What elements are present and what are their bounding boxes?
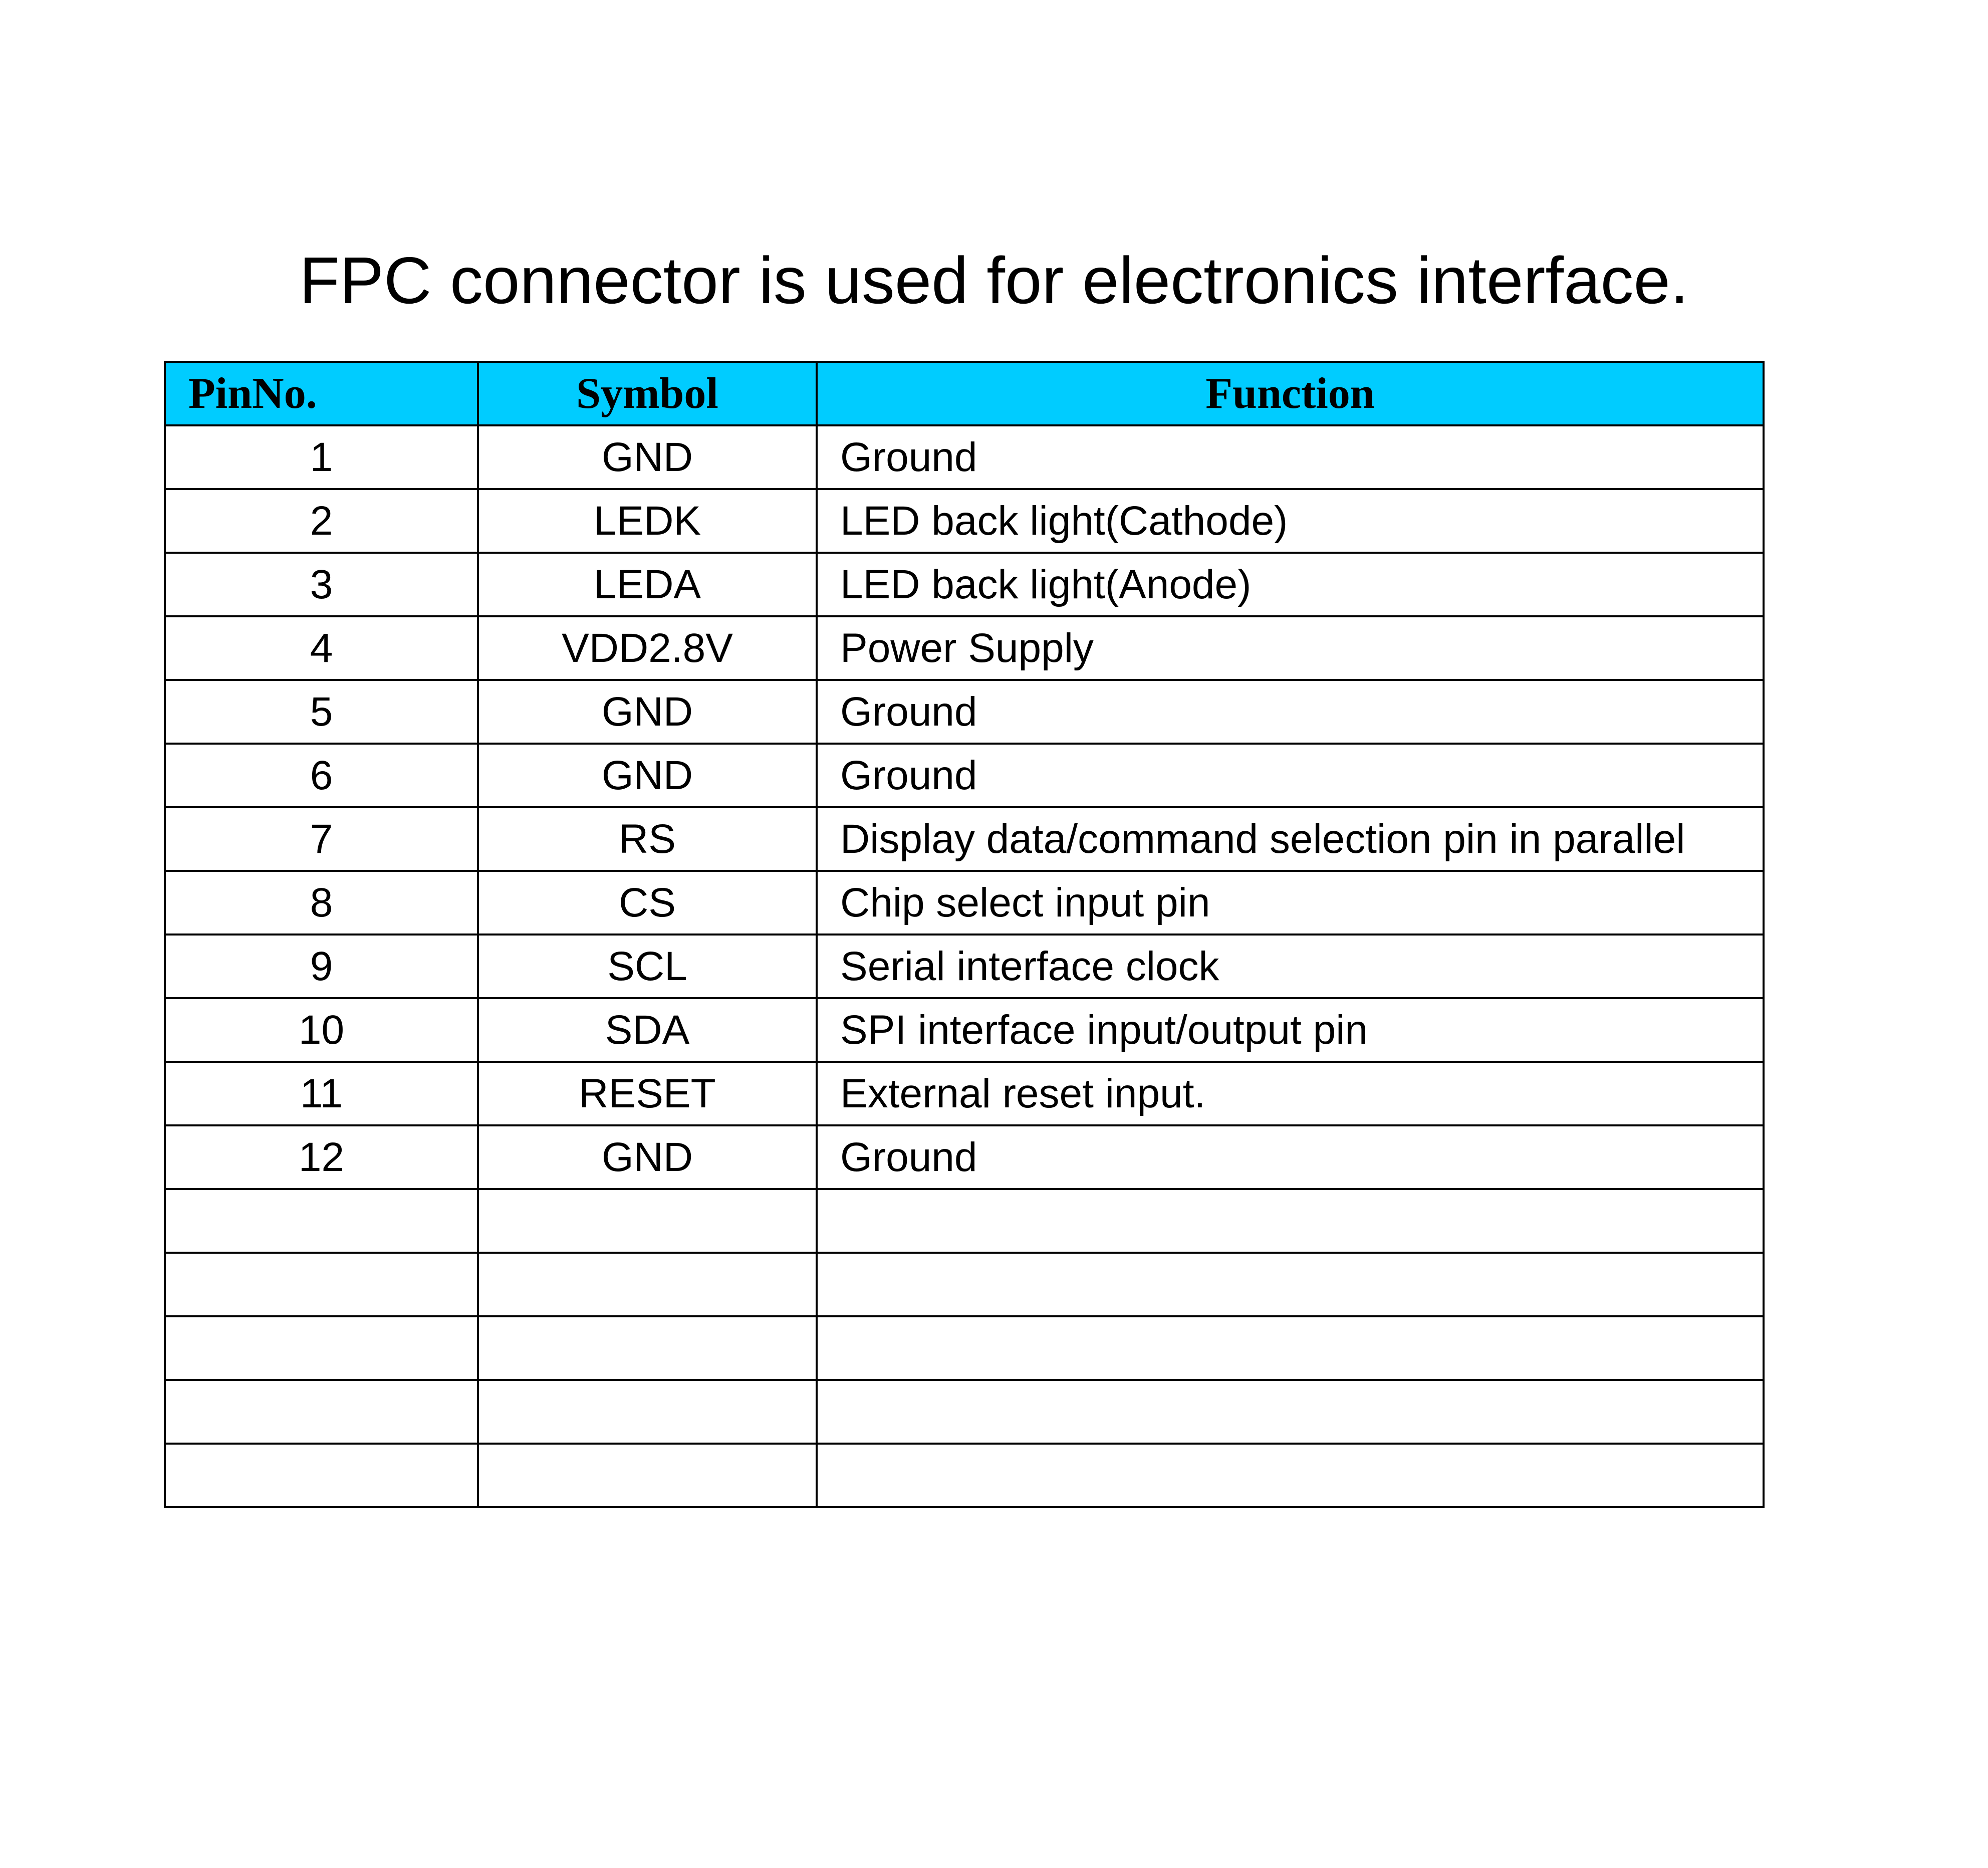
symbol-cell: SCL (478, 935, 817, 998)
table-row (165, 1125, 1764, 1189)
symbol-cell: GND (478, 744, 817, 807)
symbol-cell (478, 1189, 817, 1253)
symbol-cell: GND (478, 1125, 817, 1189)
header-function: Function (817, 362, 1764, 425)
function-cell (817, 1380, 1764, 1444)
function-cell (817, 1189, 1764, 1253)
table-row (165, 807, 1764, 871)
function-cell (817, 1253, 1764, 1316)
pin-cell: 4 (165, 616, 478, 680)
table-row (165, 1380, 1764, 1444)
table-row (165, 553, 1764, 616)
symbol-cell (478, 1380, 817, 1444)
symbol-cell: RESET (478, 1062, 817, 1125)
function-cell (817, 1444, 1764, 1507)
function-cell: LED back light(Anode) (817, 553, 1764, 616)
header-symbol: Symbol (478, 362, 817, 425)
pin-cell (165, 1253, 478, 1316)
function-cell: Ground (817, 680, 1764, 744)
pin-cell: 7 (165, 807, 478, 871)
pin-cell (165, 1316, 478, 1380)
pin-cell: 9 (165, 935, 478, 998)
function-cell: Display data/command selection pin in parallel (817, 807, 1764, 871)
function-cell: Ground (817, 1125, 1764, 1189)
symbol-cell: RS (478, 807, 817, 871)
pin-cell: 11 (165, 1062, 478, 1125)
table-row (165, 616, 1764, 680)
pin-cell: 3 (165, 553, 478, 616)
function-cell: SPI interface input/output pin (817, 998, 1764, 1062)
header-pin-no: PinNo. (165, 362, 478, 425)
table-row (165, 1189, 1764, 1253)
function-cell: Ground (817, 744, 1764, 807)
table-row (165, 1316, 1764, 1380)
function-cell: Chip select input pin (817, 871, 1764, 935)
function-cell: Serial interface clock (817, 935, 1764, 998)
symbol-cell: SDA (478, 998, 817, 1062)
pin-table (164, 361, 1765, 1508)
table-row (165, 871, 1764, 935)
table-row (165, 425, 1764, 489)
symbol-cell (478, 1253, 817, 1316)
pin-cell: 5 (165, 680, 478, 744)
pin-cell: 1 (165, 425, 478, 489)
table-row (165, 744, 1764, 807)
symbol-cell: GND (478, 680, 817, 744)
function-cell: LED back light(Cathode) (817, 489, 1764, 553)
function-cell (817, 1316, 1764, 1380)
pin-cell: 10 (165, 998, 478, 1062)
pin-cell: 6 (165, 744, 478, 807)
pin-cell: 2 (165, 489, 478, 553)
symbol-cell: GND (478, 425, 817, 489)
symbol-cell: LEDK (478, 489, 817, 553)
pin-cell (165, 1380, 478, 1444)
pin-cell: 8 (165, 871, 478, 935)
symbol-cell: VDD2.8V (478, 616, 817, 680)
table-header-row (165, 362, 1764, 425)
pin-cell: 12 (165, 1125, 478, 1189)
table-row (165, 998, 1764, 1062)
pin-cell (165, 1444, 478, 1507)
table-row (165, 935, 1764, 998)
symbol-cell: CS (478, 871, 817, 935)
symbol-cell (478, 1444, 817, 1507)
table-row (165, 1444, 1764, 1507)
pin-cell (165, 1189, 478, 1253)
symbol-cell (478, 1316, 817, 1380)
function-cell: External reset input. (817, 1062, 1764, 1125)
table-row (165, 489, 1764, 553)
symbol-cell: LEDA (478, 553, 817, 616)
table-row (165, 680, 1764, 744)
page-title: FPC connector is used for electronics interface. (299, 244, 1689, 317)
function-cell: Power Supply (817, 616, 1764, 680)
table-row (165, 1253, 1764, 1316)
table-row (165, 1062, 1764, 1125)
function-cell: Ground (817, 425, 1764, 489)
